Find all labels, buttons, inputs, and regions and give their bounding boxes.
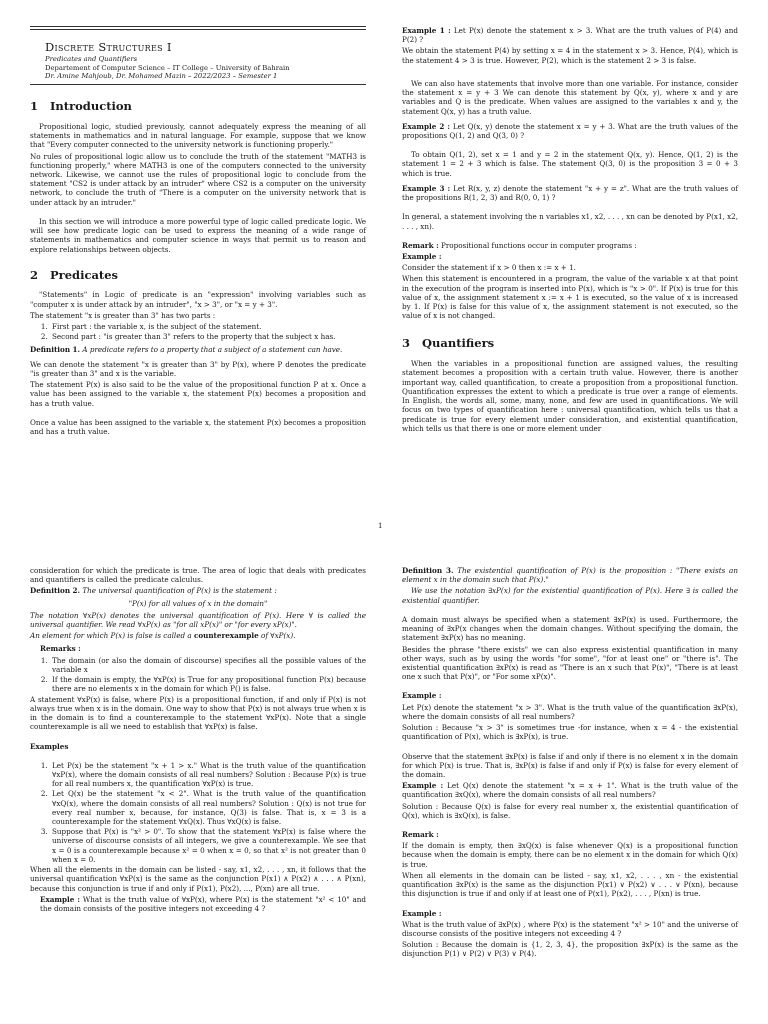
doc-subtitle: Predicates and Quantifiers: [45, 54, 138, 63]
definition-text: The universal quantification of P(x) is the statement :: [82, 586, 277, 596]
observe-paragraph: Observe that the statement ∃xP(x) is false if and only if there is no element x in the domain for which P(x) is true. That is, ∃xP(x) is false if and only if P(x) is false for every element of the domain.: [402, 751, 738, 779]
section-introduction-heading: [30, 99, 366, 114]
definition-label: Definition 3.: [402, 566, 454, 575]
remarks-list: [30, 656, 366, 694]
example-solution: Solution : Because "x > 3" is sometimes true -for instance, when x = 4 - the existential quantification of P(x), which is ∃xP(x), is true.: [402, 723, 738, 742]
remark-paragraph-1: If the domain is empty, then ∃xQ(x) is false whenever Q(x) is a propositional function because when the domain is empty, there can be no element x in the domain for which Q(x) is true.: [402, 841, 738, 869]
example-2-answer: To obtain Q(1, 2), set x = 1 and y = 2 in the statement Q(x, y). Hence, Q(1, 2) is the statement 1 = 2 + 3 which is false. The statement Q(3, 0) is the proposition 3 = 0 + 3 which is true.: [402, 150, 738, 178]
header-top-rule: [30, 26, 366, 30]
example-question: Let Q(x) denote the statement "x = x + 1". What is the truth value of the quantification ∃xQ(x), where the domain consists of all real numbers?: [402, 781, 738, 800]
section-number: 3: [402, 336, 411, 351]
quantifiers-continuation: consideration for which the predicate is true. The area of logic that deals with predicates and quantifiers is called the predicate calculus.: [30, 566, 366, 585]
example-1: [402, 26, 738, 44]
example-label: Example :: [402, 691, 442, 701]
examples-list: [30, 761, 366, 864]
example-3: [402, 184, 738, 202]
definition-3: [402, 566, 738, 584]
domain-paragraph-1: A domain must always be specified when a statement ∃xP(x) is used. Furthermore, the meaning of ∃xP(x changes when the domain changes. Without specifying the domain, the statement ∃xP(x) has no meaning.: [402, 614, 738, 643]
example-label: Example 1 :: [402, 26, 451, 35]
definition-label: Definition 1.: [30, 344, 81, 354]
predicates-parts-list: [30, 322, 366, 341]
list-item: 1. First part : the variable x, is the subject of the statement.: [50, 322, 366, 331]
header-bottom-rule: [30, 84, 366, 85]
example-label: Example :: [402, 781, 444, 791]
section-quantifiers-heading: [402, 336, 738, 351]
section-number: 2: [30, 267, 39, 282]
example-2: [402, 122, 738, 140]
example-solution: Solution : Because Q(x) is false for every real number x, the existential quantification of Q(x), which is ∃xQ(x), is false.: [402, 801, 738, 820]
definition-text: The existential quantification of P(x) is the proposition : "There exists an element x in the domain such that P(x).": [402, 566, 738, 585]
example-question: Let Q(x, y) denote the statement x = y + 3. What are the truth values of the propositions Q(1, 2) and Q(3, 0) ?: [402, 121, 738, 140]
example-last: [30, 895, 366, 913]
text: of ∀xP(x).: [261, 631, 296, 641]
remark-text: Propositional functions occur in computer programs :: [441, 240, 637, 250]
definition-text: A predicate refers to a property that a subject of a statement can have.: [82, 344, 343, 354]
intro-paragraph-3: In this section we will introduce a more powerful type of logic called predicate logic. We will see how predicate logic can be used to express the meaning of a wide range of statements in mathematics and computer science in ways that permit us to reason and explore relationships between objects.: [30, 216, 366, 254]
definition-3-note: We use the notation ∃xP(x) for the existential quantification of P(x). Here ∃ is called the existential quantifier.: [402, 586, 738, 605]
definition-2: [30, 586, 366, 595]
page1-right-column: [402, 26, 738, 435]
list-item: 2. Second part : "is greater than 3" refers to the property that the subject x has.: [50, 332, 366, 341]
list-item: 2. If the domain is empty, the ∀xP(x) is True for any propositional function P(x) because there are no elements x in the domain for which P() is false.: [50, 675, 366, 693]
example-body: When this statement is encountered in a program, the value of the variable x at that point in the execution of the program is inserted into P(x), which is "x > 0". If P(x) is true for this value of x, the assignment statement x := x + 1 is executed, so the value of x is increased by 1. If P(x) is false for this value of x, the assignment statement is not executed, so the value of x is not changed.: [402, 274, 738, 321]
remark: [402, 241, 738, 250]
definition-1: [30, 345, 366, 354]
definition-2-counterexample: [30, 631, 366, 640]
example-2: [402, 781, 738, 799]
examples-label: Examples: [30, 741, 69, 751]
example-label: Example :: [40, 894, 81, 904]
example-question: Let P(x) denote the statement x > 3. What are the truth values of P(4) and P(2) ?: [402, 26, 738, 45]
page2-right-column: [402, 566, 738, 961]
remark-label: Remark :: [402, 830, 439, 840]
intro-paragraph-2: No rules of propositional logic allow us to conclude the truth of the statement "MATH3 is functioning properly," where MATH3 is one of the computers connected to the university network. Likewise, we cannot use the rules of propositional logic to conclude from the statement "CS2 is under attack by an intruder" where CS2 is a computer on the university network, to conclude the truth of "There is a computer on the university network that is under attack by an intruder.": [30, 151, 366, 207]
domain-paragraph-2: Besides the phrase "there exists" we can also express existential quantification in many other ways, such as by using the words "for some", "for at least one" or "there is". The existential quantification ∃xP(x) is read as "There is an x such that P(x)", "There is at least one x such that P(x)", or "For some xP(x)".: [402, 644, 738, 682]
doc-authors: Dr. Amine Mahjoub, Dr. Mohamed Mazin – 2022/2023 – Semester 1: [45, 72, 278, 81]
list-item: 1. Let P(x) be the statement "x + 1 > x." What is the truth value of the quantification ∀xP(x), where the domain consists of all real numbers? Solution : Because P(x) is true for all real numbers x, the quantification ∀xP(x) is true.: [50, 761, 366, 789]
example-question: Let P(x) denote the statement "x > 3". What is the truth value of the quantification ∃xP(x), where the domain consists of all real numbers?: [402, 702, 738, 721]
predicates-paragraph-4: The statement P(x) is also said to be the value of the propositional function P at x. Once a value has been assigned to the variable x, the statement P(x) becomes a proposition and has a truth value.: [30, 380, 366, 408]
term-counterexample: counterexample: [193, 631, 259, 641]
remarks-label: Remarks :: [40, 643, 81, 653]
section-title: Quantifiers: [422, 336, 495, 351]
example-solution: Solution : Because the domain is {1, 2, 3, 4}, the proposition ∃xP(x) is the same as the disjunction P(1) ∨ P(2) ∨ P(3) ∨ P(4).: [402, 940, 738, 959]
page1-left-column: [30, 26, 366, 438]
predicates-paragraph-1: "Statements" in Logic of predicate is an "expression" involving variables such as "computer x is under attack by an intruder", "x > 3", or "x = y + 3".: [30, 290, 366, 309]
example-consider: Consider the statement if x > 0 then x := x + 1.: [402, 263, 576, 273]
remark-paragraph-2: When all elements in the domain can be listed - say, x1, x2, . . . , xn - the existential quantification ∃xP(x) is the same as the disjunction P(x1) ∨ P(x2) ∨ . . . ∨ P(xn), because this disjunction is true if and only if at least one of P(x1), P(x2), . . . , P(xn) is true.: [402, 870, 738, 899]
predicates-paragraph-3: We can denote the statement "x is greater than 3" by P(x), where P denotes the predicate "is greater than 3" and x is the variable.: [30, 359, 366, 379]
list-item: 1. The domain (or also the domain of discourse) specifies all the possible values of the variable x: [50, 656, 366, 674]
list-item: 2. Let Q(x) be the statement "x < 2". What is the truth value of the quantification ∀xQ(x), where the domain consists of all real numbers? Solution : Q(x) is not true for every real number x, because, for instance, Q(3) is false. That is, x = 3 is a counterexample for the statement ∀xQ(x). Thus ∀xQ(x) is false.: [50, 789, 366, 826]
page2-left-column: [30, 566, 366, 915]
quantifiers-paragraph-1: When the variables in a propositional function are assigned values, the resulting statement becomes a proposition with a certain truth value. However, there is another important way, called quantification, to create a proposition from a propositional function. Quantification expresses the extent to which a predicate is true over a range of elements. In English, the words all, some, many, none, and few are used in quantifications. We will focus on two types of quantification here : universal quantification, which tells us that a predicate is true for every element under consideration, and existential quantification, which tells us that there is one or more element under: [402, 359, 738, 433]
example-label: Example :: [402, 908, 442, 918]
example-question: What is the truth value of ∀xP(x), where P(x) is the statement "x² < 10" and the domain consists of the positive integers not exceeding 4 ?: [40, 894, 366, 913]
conjunction-paragraph: When all the elements in the domain can be listed - say, x1, x2, . . . , xn, it follows that the universal quantification ∀xP(x) is the same as the conjunction P(x1) ∧ P(x2) ∧ . . . ∧ P(xn), because this conjunction is true if and only if P(x1), P(x2), ..., P(xn) are all true.: [30, 865, 366, 893]
list-item: 3. Suppose that P(x) is "x² > 0". To show that the statement ∀xP(x) is false where the universe of discourse consists of all integers, we give a counterexample. We see that x = 0 is a counterexample because x² = 0 when x = 0, so that x² is not greater than 0 when x = 0.: [50, 827, 366, 864]
section-title: Introduction: [50, 99, 132, 114]
example-question: Let R(x, y, z) denote the statement "x + y = z". What are the truth values of the propositions R(1, 2, 3) and R(0, 0, 1) ?: [402, 183, 738, 203]
general-statement-paragraph: In general, a statement involving the n variables x1, x2, . . . , xn can be denoted by P(x1, x2, . . . , xn).: [402, 212, 739, 231]
remark-label: Remark :: [402, 240, 439, 250]
universal-false-paragraph: A statement ∀xP(x) is false, where P(x) is a propositional function, if and only if P(x) is not always true when x is in the domain. One way to show that P(x) is not always true when x is in the domain is to find a counterexample to the statement ∀xP(x). Note that a single counterexample is all we need to establish that ∀xP(x) is false.: [30, 694, 366, 732]
definition-label: Definition 2.: [30, 586, 81, 596]
section-number: 1: [30, 99, 39, 114]
doc-title: Discrete Structures I: [45, 40, 172, 54]
predicates-paragraph-5: Once a value has been assigned to the variable x, the statement P(x) becomes a proposition and has a truth value.: [30, 417, 366, 437]
example-label: Example 2 :: [402, 121, 451, 131]
example-label: Example 3 :: [402, 183, 451, 193]
example-label: Example :: [402, 251, 442, 261]
definition-2-note: The notation ∀xP(x) denotes the universal quantification of P(x). Here ∀ is called the universal quantifier. We read ∀xP(x) as "for all xP(x)" or "for every xP(x)".: [30, 610, 366, 630]
multi-variable-paragraph: We can also have statements that involve more than one variable. For instance, consider the statement x = y + 3 We can denote this statement by Q(x, y), where x and y are variables and Q is the predicate. When values are assigned to the variables x and y, the statement Q(x, y) has a truth value.: [402, 78, 738, 116]
example-1-answer: We obtain the statement P(4) by setting x = 4 in the statement x > 3. Hence, P(4), which is the statement 4 > 3 is true. However, P(2), which is the statement 2 > 3 is false.: [402, 46, 738, 65]
predicates-paragraph-2: The statement "x is greater than 3" has two parts :: [30, 310, 216, 320]
section-predicates-heading: [30, 268, 366, 283]
definition-2-center: "P(x) for all values of x in the domain": [128, 598, 268, 608]
example-question: What is the truth value of ∃xP(x) , where P(x) is the statement "x² > 10" and the universe of discourse consists of the positive integers not exceeding 4 ?: [402, 919, 738, 938]
section-title: Predicates: [50, 267, 119, 282]
doc-department: Departement of Computer Science – IT College – University of Bahrain: [45, 63, 290, 72]
intro-paragraph-1: Propositional logic, studied previously, cannot adequately express the meaning of all statements in mathematics and in natural language. For example, suppose that we know that "Every computer connected to the university network is functioning properly.": [30, 121, 366, 150]
page-number: 1: [378, 522, 383, 530]
text: An element for which P(x) is false is called a: [30, 631, 192, 641]
